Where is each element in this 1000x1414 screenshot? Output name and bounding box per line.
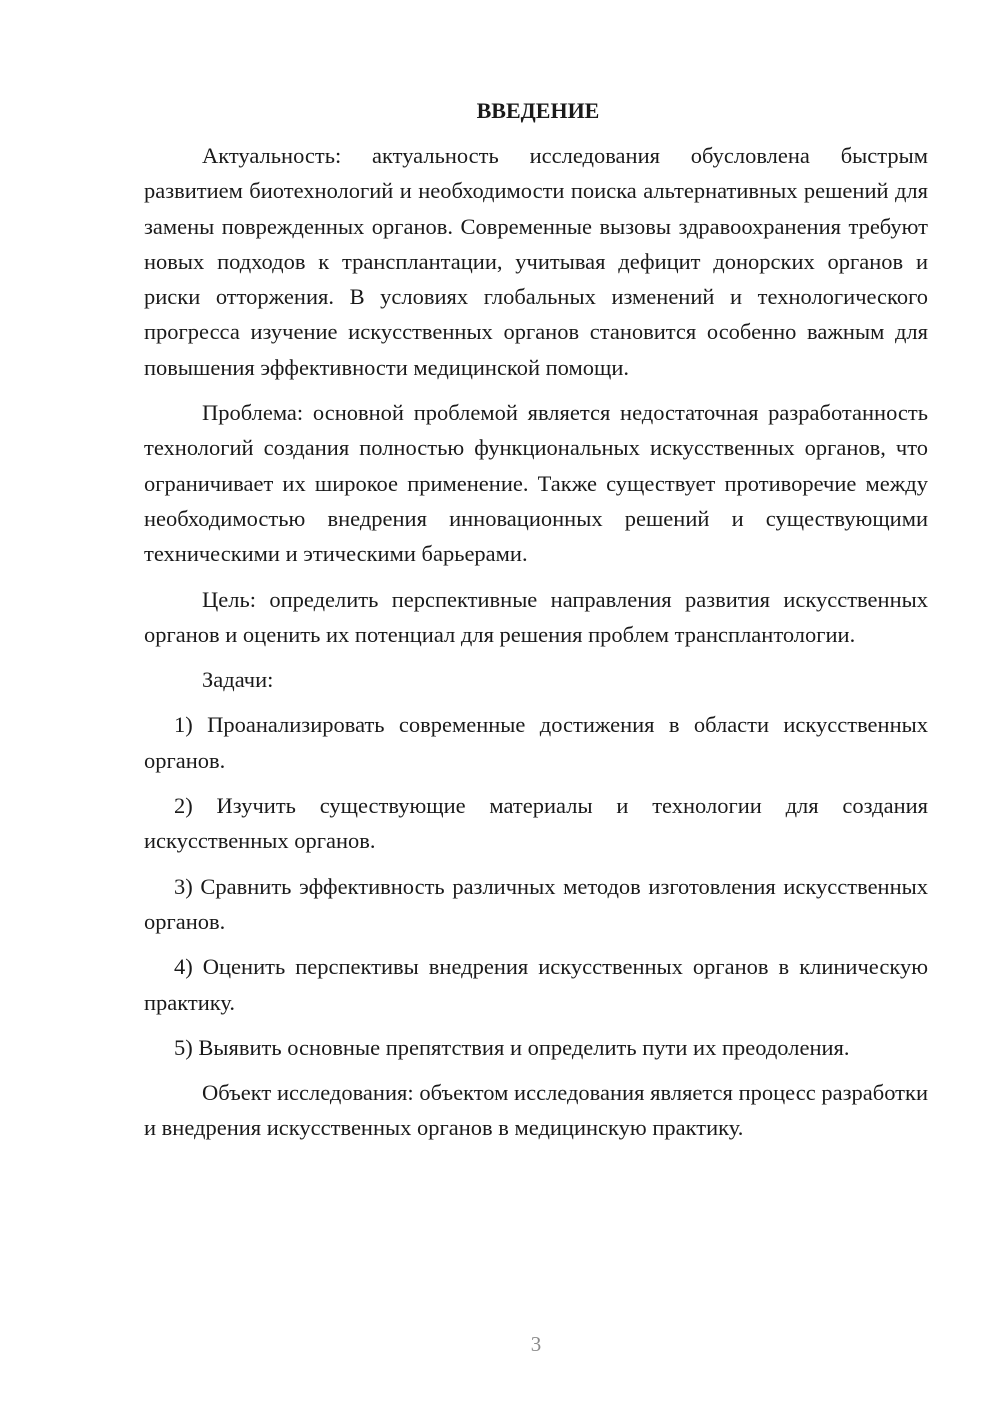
page-number: 3	[530, 1332, 542, 1356]
problem-paragraph: Проблема: основной проблемой является недостаточная разработанность технологий создания полностью функциональных искусственных органов, что ограничивает их широкое применение. Также существует противоречие между необходимостью внедрения инновационных решений и существующими техническими и этическими барьерами.	[144, 400, 928, 567]
tasks-heading: Задачи:	[202, 667, 274, 693]
task-item-4: 4) Оценить перспективы внедрения искусственных органов в клиническую практику.	[144, 954, 928, 1015]
task-item-2: 2) Изучить существующие материалы и технологии для создания искусственных органов.	[144, 793, 928, 854]
goal-paragraph: Цель: определить перспективные направления развития искусственных органов и оценить их потенциал для решения проблем трансплантологии.	[144, 586, 928, 647]
task-item-5: 5) Выявить основные препятствия и определить пути их преодоления.	[174, 1034, 850, 1060]
relevance-paragraph: Актуальность: актуальность исследования обусловлена быстрым развитием биотехнологий и необходимости поиска альтернативных решений для замены поврежденных органов. Современные вызовы здравоохранения требуют новых подходов к трансплантации, учитывая дефицит донорских органов и риски отторжения. В условиях глобальных изменений и технологического прогресса изучение искусственных органов становится особенно важным для повышения эффективности медицинской помощи.	[144, 143, 928, 380]
object-paragraph: Объект исследования: объектом исследования является процесс разработки и внедрения искусственных органов в медицинскую практику.	[144, 1080, 928, 1141]
section-title: ВВЕДЕНИЕ	[476, 98, 600, 123]
task-item-3: 3) Сравнить эффективность различных методов изготовления искусственных органов.	[144, 873, 928, 934]
task-item-1: 1) Проанализировать современные достижения в области искусственных органов.	[144, 712, 928, 773]
page-content	[144, 96, 928, 1156]
